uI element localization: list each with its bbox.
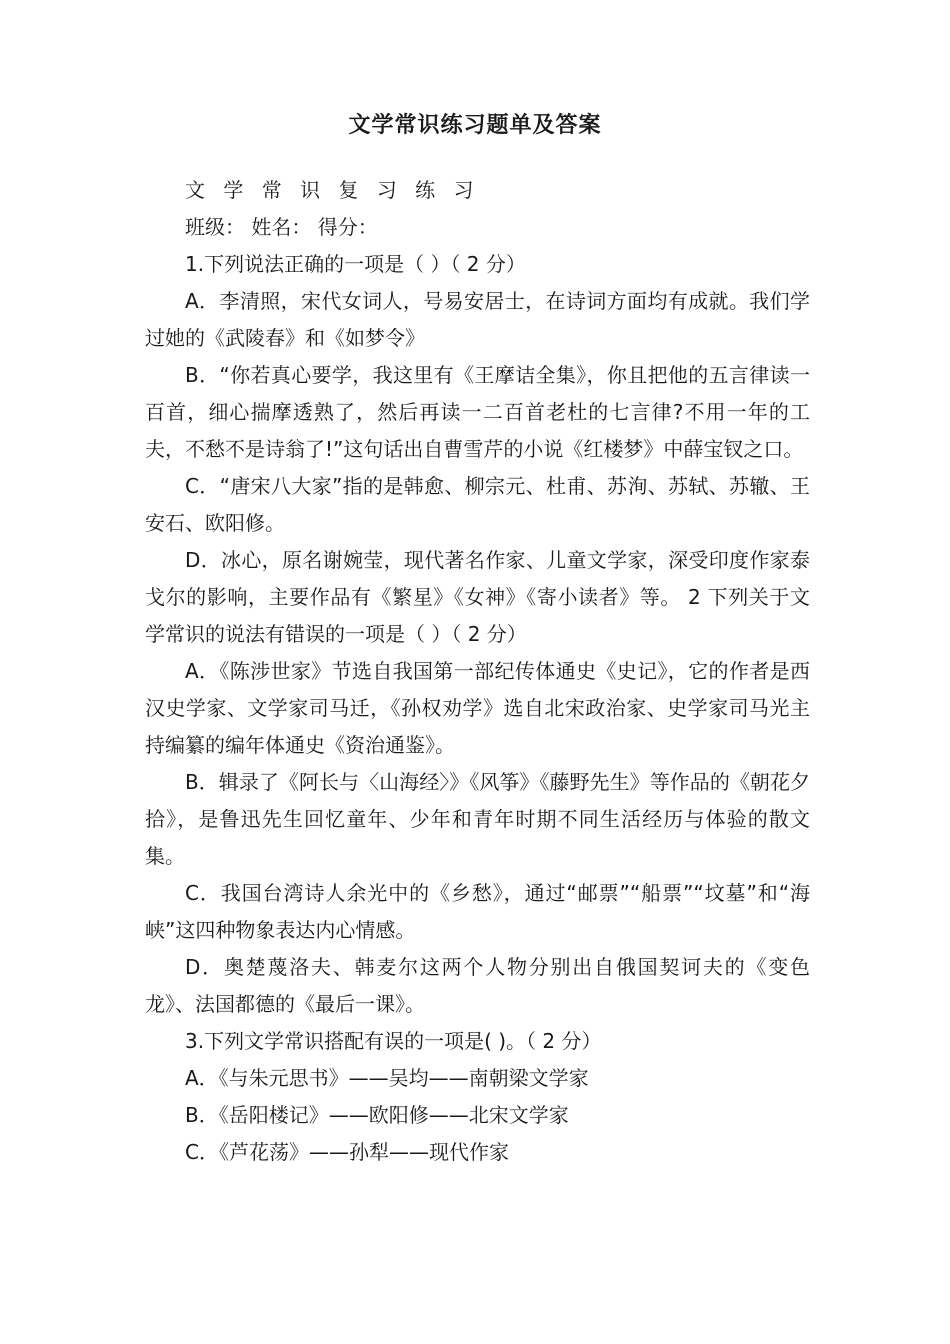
question-3-option-b: B．《岳阳楼记》——欧阳修——北宋文学家: [185, 1103, 569, 1127]
document-title: 文学常识练习题单及答案: [348, 113, 602, 138]
question-3: 3.下列文学常识搭配有误的一项是( )。（ 2 分）: [185, 1029, 602, 1053]
question-2-option-b: B．辑录了《阿长与〈山海经〉》《风筝》《藤野先生》等作品的《朝花夕拾》，是鲁迅先生回忆童年、少年和青年时期不同生活经历与体验的散文集。: [145, 770, 810, 868]
section-heading: 文 学 常 识 复 习 练 习: [185, 178, 480, 202]
question-1-option-d: D．冰心，原名谢婉莹，现代著名作家、儿童文学家，深受印度作家泰戈尔的影响，主要作品有《繁星》《女神》《寄小读者》等。 2 下列关于文学常识的说法有错误的一项是（ ）（ 2 分）: [145, 548, 810, 646]
student-info-line: 班级： 姓名： 得分：: [185, 215, 378, 239]
question-1-option-a: A．李清照，宋代女词人，号易安居士，在诗词方面均有成就。我们学过她的《武陵春》和《如梦令》: [145, 289, 810, 350]
question-1: 1.下列说法正确的一项是（ ）（ 2 分）: [185, 252, 526, 276]
question-2-option-c: C．我国台湾诗人余光中的《乡愁》，通过“邮票”“船票”“坟墓”和“海峡”这四种物象表达内心情感。: [145, 881, 810, 942]
question-1-option-b: B．“你若真心要学，我这里有《王摩诘全集》，你且把他的五言律读一百首，细心揣摩透熟了，然后再读一二百首老杜的七言律?不用一年的工夫，不愁不是诗翁了!”这句话出自曹雪芹的小说《红楼梦》中薛宝钗之口。: [145, 363, 810, 461]
question-2-option-d: D．奥楚蔑洛夫、韩麦尔这两个人物分别出自俄国契诃夫的《变色龙》、法国都德的《最后一课》。: [145, 955, 810, 1016]
question-3-option-c: C．《芦花荡》——孙犁——现代作家: [185, 1140, 509, 1164]
question-1-option-c: C．“唐宋八大家”指的是韩愈、柳宗元、杜甫、苏洵、苏轼、苏辙、王安石、欧阳修。: [145, 474, 810, 535]
question-2-option-a: A．《陈涉世家》节选自我国第一部纪传体通史《史记》，它的作者是西汉史学家、文学家司马迁，《孙权劝学》选自北宋政治家、史学家司马光主持编纂的编年体通史《资治通鉴》。: [145, 659, 810, 757]
document-body: [145, 172, 810, 1171]
question-3-option-a: A．《与朱元思书》——吴均——南朝梁文学家: [185, 1066, 589, 1090]
